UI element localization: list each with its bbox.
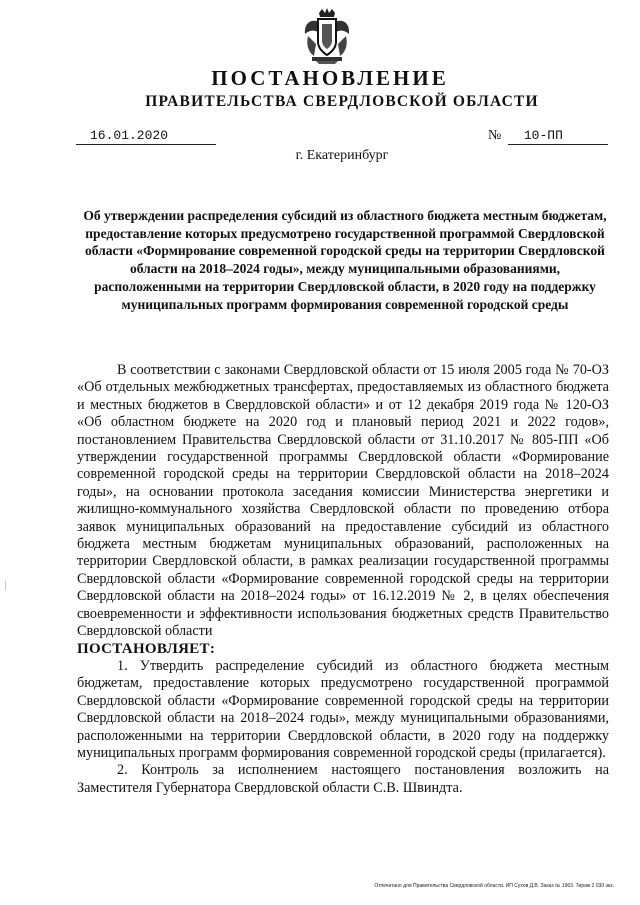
document-city: г. Екатеринбург [295,148,389,163]
document-body [77,362,609,797]
document-number [488,127,608,145]
coat-of-arms-icon [302,8,352,64]
print-footer: Отпечатано для Правительства Свердловской области. ИП Сухов Д.В. Заказ № 1963. Тираж 2 030 экз. [374,883,614,889]
number-label: № [488,128,502,143]
document-issuer: ПРАВИТЕЛЬСТВА СВЕРДЛОВСКОЙ ОБЛАСТИ [145,93,539,110]
decree-word: ПОСТАНОВЛЯЕТ: [77,640,216,657]
document-heading: Об утверждении распределения субсидий из областного бюджета местным бюджетам, предоставление которых предусмотрено государственной программой Свердловской области «Формирование современной городской среды на территории Свердловской области на 2018–2024 годы», между муниципальными образованиями, расположенными на территории Свердловской области, в 2020 году на поддержку муниципальных программ формирования современной городской среды [83,208,607,312]
margin-mark [5,580,6,590]
document-title: ПОСТАНОВЛЕНИЕ [211,66,449,90]
clause-2: 2. Контроль за исполнением настоящего постановления возложить на Заместителя Губернатора Свердловской области С.В. Швиндта. [77,762,609,796]
number-value: 10-ПП [508,127,608,145]
document-date: 16.01.2020 [76,127,216,145]
preamble-paragraph: В соответствии с законами Свердловской области от 15 июля 2005 года № 70-ОЗ «Об отдельных межбюджетных трансфертах, предоставляемых из областного бюджета и местных бюджетов в Свердловской области» и от 12 декабря 2019 года № 120-ОЗ «Об областном бюджете на 2020 год и плановый период 2021 и 2022 годов», постановлением Правительства Свердловской области от 31.10.2017 № 805-ПП «Об утверждении государственной программы Свердловской области «Формирование современной городской среды на территории Свердловской области на 2018–2024 годы», на основании протокола заседания комиссии Министерства энергетики и жилищно-коммунального хозяйства Свердловской области по проведению отбора заявок муниципальных образований на предоставление субсидий из областного бюджета местным бюджетам муниципальных образований, расположенных на территории Свердловской области, в рамках реализации государственной программы Свердловской области «Формирование современной городской среды на территории Свердловской области на 2018–2024 годы» от 16.12.2019 № 2, в целях обеспечения своевременности и эффективности использования бюджетных средств Правительство Свердловской области [77,362,609,640]
clause-1: 1. Утвердить распределение субсидий из областного бюджета местным бюджетам, предоставление которых предусмотрено государственной программой Свердловской области «Формирование современной городской среды на территории Свердловской области на 2018–2024 годы», между муниципальными образованиями, расположенными на территории Свердловской области, в 2020 году на поддержку муниципальных программ формирования современной городской среды (прилагается). [77,657,609,761]
